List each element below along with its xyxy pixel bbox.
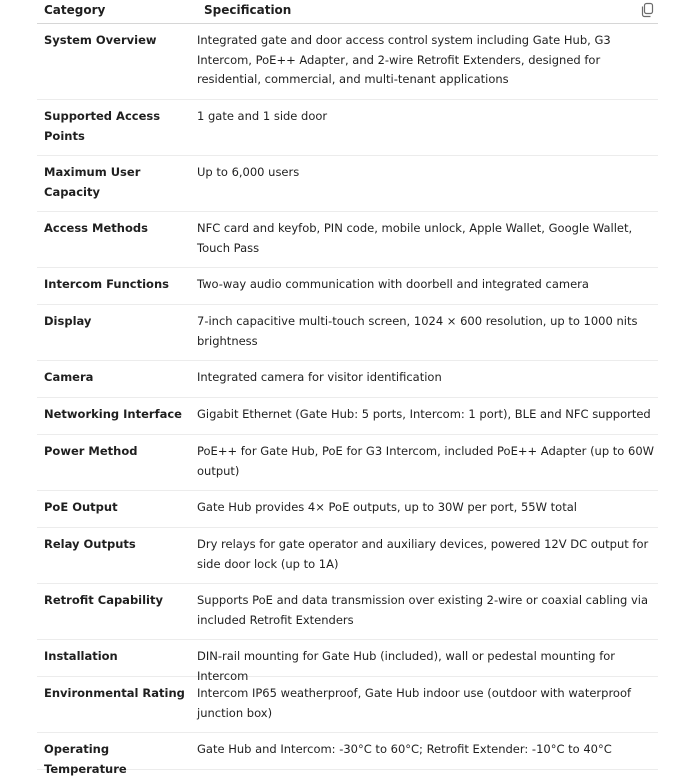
table-row: [37, 361, 658, 398]
header-category: Category: [44, 3, 106, 17]
spec-cell: Up to 6,000 users: [197, 165, 300, 179]
spec-cell: Gate Hub provides 4× PoE outputs, up to 30W per port, 55W total: [197, 500, 577, 514]
spec-cell: Two-way audio communication with doorbell and integrated camera: [197, 277, 589, 291]
category-cell: Retrofit Capability: [44, 593, 163, 607]
table-row: [37, 24, 658, 100]
category-cell: Environmental Rating: [44, 686, 185, 700]
category-cell: Installation: [44, 649, 118, 663]
spec-cell: Gigabit Ethernet (Gate Hub: 5 ports, Intercom: 1 port), BLE and NFC supported: [197, 407, 651, 421]
table-row: [37, 528, 658, 584]
table-row: [37, 156, 658, 212]
spec-cell: Dry relays for gate operator and auxiliary devices, powered 12V DC output for side door lock (up to 1A): [197, 537, 649, 571]
spec-table: [37, 0, 658, 776]
copy-icon[interactable]: [639, 2, 655, 18]
table-row: [37, 584, 658, 640]
table-row: [37, 677, 658, 733]
category-cell: Power Method: [44, 444, 138, 458]
category-cell: Display: [44, 314, 92, 328]
spec-cell: Gate Hub and Intercom: -30°C to 60°C; Retrofit Extender: -10°C to 40°C: [197, 742, 612, 756]
table-row: [37, 100, 658, 156]
spec-cell: NFC card and keyfob, PIN code, mobile unlock, Apple Wallet, Google Wallet, Touch Pass: [197, 221, 633, 255]
table-row: [37, 398, 658, 435]
header-specification: Specification: [204, 3, 292, 17]
category-cell: PoE Output: [44, 500, 118, 514]
spec-cell: 1 gate and 1 side door: [197, 109, 328, 123]
table-row: [37, 212, 658, 268]
table-row: [37, 640, 658, 683]
category-cell: System Overview: [44, 33, 157, 47]
table-row: [37, 268, 658, 305]
table-row: [37, 305, 658, 361]
spec-cell: 7-inch capacitive multi-touch screen, 1024 × 600 resolution, up to 1000 nits brightness: [197, 314, 638, 348]
table-row: [37, 435, 658, 491]
category-cell: Maximum User Capacity: [44, 165, 141, 199]
category-cell: Operating Temperature: [44, 742, 127, 776]
spec-cell: Intercom IP65 weatherproof, Gate Hub indoor use (outdoor with waterproof junction box): [197, 686, 632, 720]
category-cell: Access Methods: [44, 221, 148, 235]
category-cell: Intercom Functions: [44, 277, 169, 291]
table-row: [37, 733, 658, 776]
spec-cell: DIN-rail mounting for Gate Hub (included), wall or pedestal mounting for Intercom: [197, 649, 616, 683]
category-cell: Camera: [44, 370, 94, 384]
table-header: [37, 0, 658, 24]
spec-cell: PoE++ for Gate Hub, PoE for G3 Intercom, included PoE++ Adapter (up to 60W output): [197, 444, 655, 478]
spec-cell: Supports PoE and data transmission over existing 2-wire or coaxial cabling via included Retrofit Extenders: [197, 593, 649, 627]
category-cell: Networking Interface: [44, 407, 182, 421]
category-cell: Relay Outputs: [44, 537, 136, 551]
table-row: [37, 491, 658, 528]
category-cell: Supported Access Points: [44, 109, 161, 143]
spec-cell: Integrated camera for visitor identification: [197, 370, 442, 384]
spec-cell: Integrated gate and door access control system including Gate Hub, G3 Intercom, PoE++ Adapter, and 2-wire Retrofit Extenders, designed for residential, commercial, and multi-tenant applications: [197, 33, 611, 86]
